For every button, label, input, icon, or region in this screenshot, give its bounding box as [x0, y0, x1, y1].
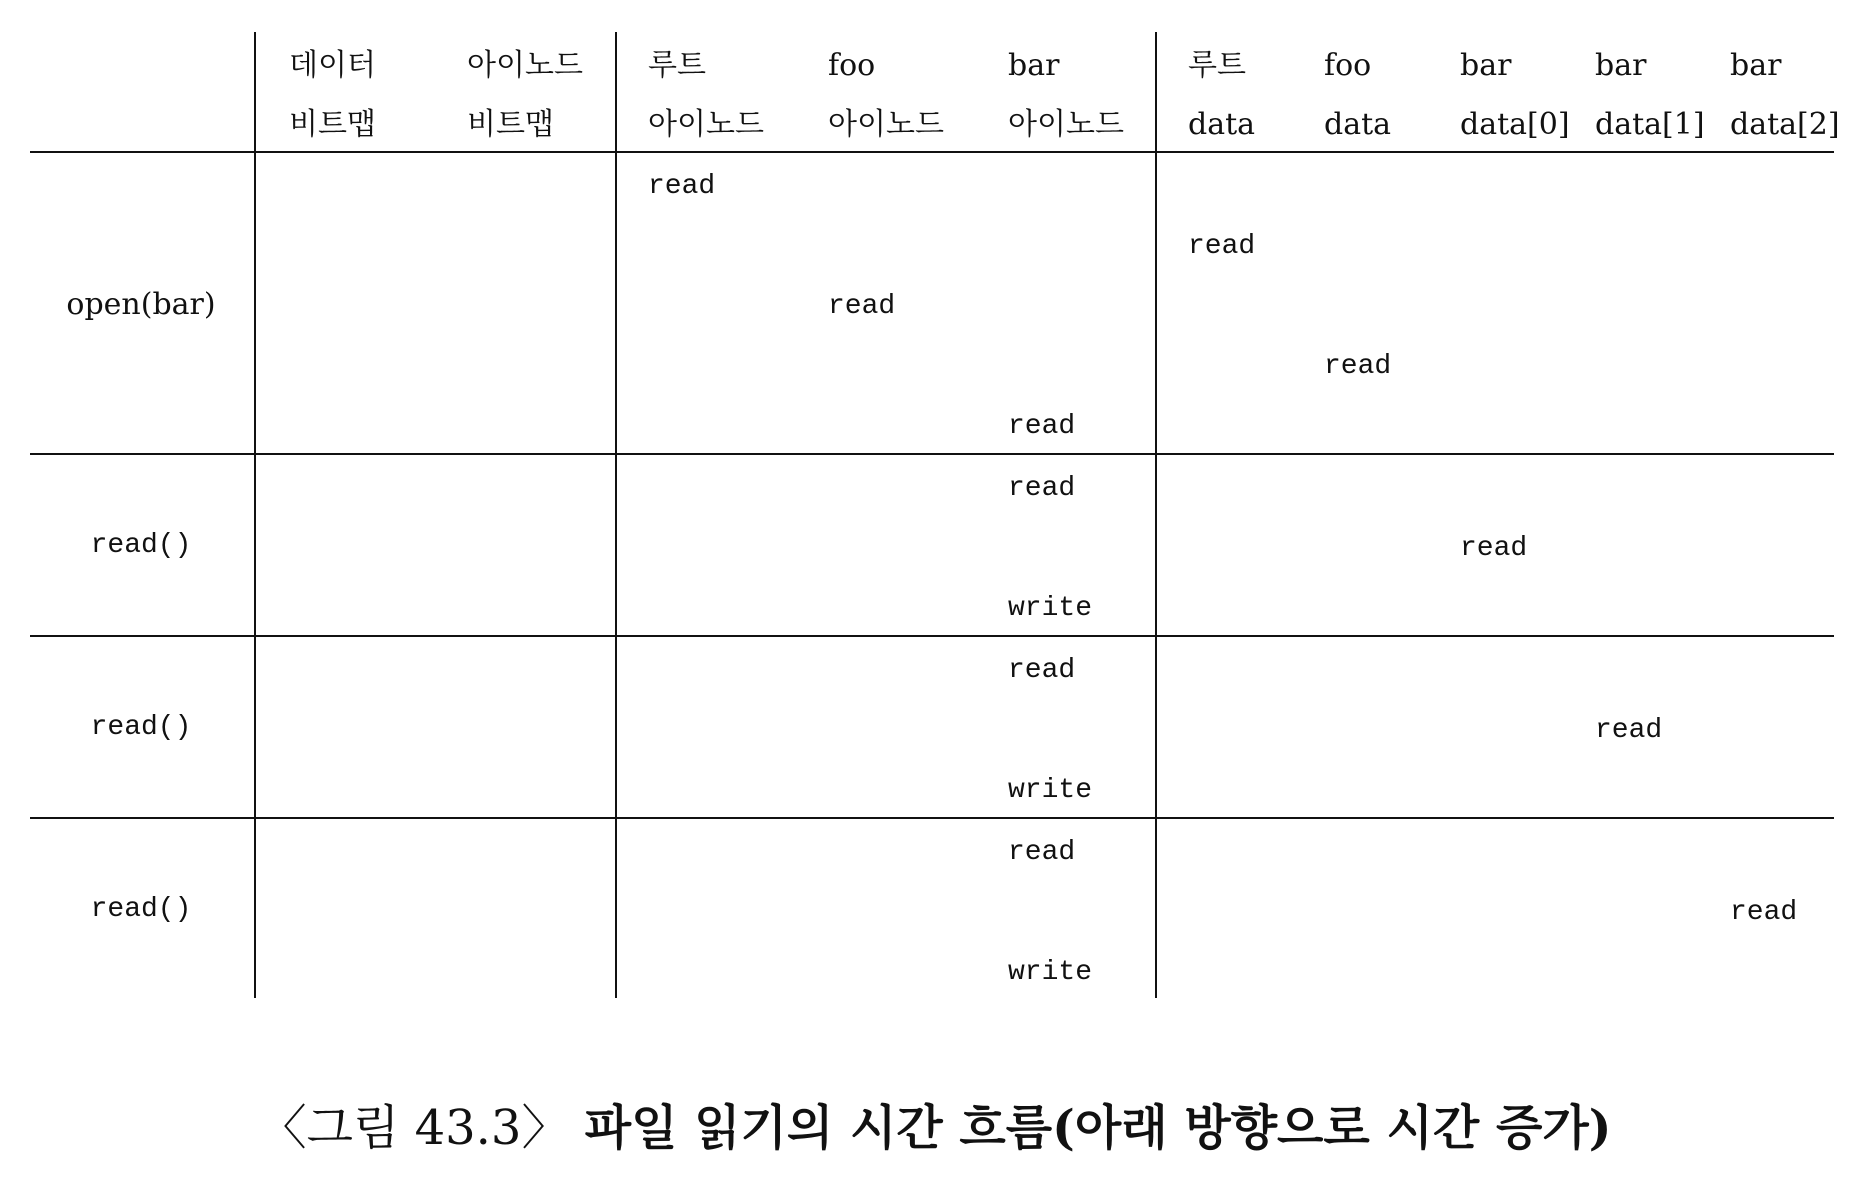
figure-caption: [0, 1100, 1870, 1156]
cell-operation: read: [1730, 897, 1798, 928]
column-header-line2: 비트맵: [289, 107, 376, 142]
row-label: read(): [90, 712, 192, 743]
cell-operation: read: [1008, 655, 1076, 686]
column-header-line2: 아이노드: [648, 107, 764, 142]
column-header-line2: data[0]: [1460, 107, 1570, 142]
row-label: read(): [90, 530, 192, 561]
cell-operation: write: [1008, 957, 1093, 988]
column-header-line1: foo: [828, 48, 876, 83]
column-header-line2: data[1]: [1595, 107, 1705, 142]
column-header-line1: foo: [1324, 48, 1372, 83]
column-header-line1: 루트: [1188, 48, 1246, 83]
cell-operation: read: [1595, 715, 1663, 746]
figure-number: 〈그림 43.3〉: [258, 1100, 570, 1156]
cell-operation: write: [1008, 775, 1093, 806]
column-header-line2: 비트맵: [467, 107, 554, 142]
column-header-line1: 아이노드: [467, 48, 583, 83]
cell-operation: read: [1008, 473, 1076, 504]
cell-operation: read: [1188, 231, 1256, 262]
row-label: open(bar): [66, 287, 216, 322]
cell-operation: read: [1008, 837, 1076, 868]
column-header-line1: bar: [1595, 48, 1647, 83]
figure-title: 파일 읽기의 시간 흐름(아래 방향으로 시간 증가): [584, 1100, 1612, 1156]
column-header-line1: bar: [1730, 48, 1782, 83]
column-header-line2: data: [1188, 107, 1256, 142]
row-label: read(): [90, 894, 192, 925]
column-header-line1: 루트: [648, 48, 706, 83]
column-header-line1: bar: [1008, 48, 1060, 83]
column-header-line2: data: [1324, 107, 1392, 142]
column-header-line1: bar: [1460, 48, 1512, 83]
cell-operation: read: [1324, 351, 1392, 382]
column-header-line2: 아이노드: [1008, 107, 1124, 142]
column-header-line2: data[2]: [1730, 107, 1840, 142]
cell-operation: write: [1008, 593, 1093, 624]
column-header-line2: 아이노드: [828, 107, 944, 142]
cell-operation: read: [1008, 411, 1076, 442]
cell-operation: read: [1460, 533, 1528, 564]
column-header-line1: 데이터: [289, 48, 376, 83]
cell-operation: read: [648, 171, 716, 202]
cell-operation: read: [828, 291, 896, 322]
